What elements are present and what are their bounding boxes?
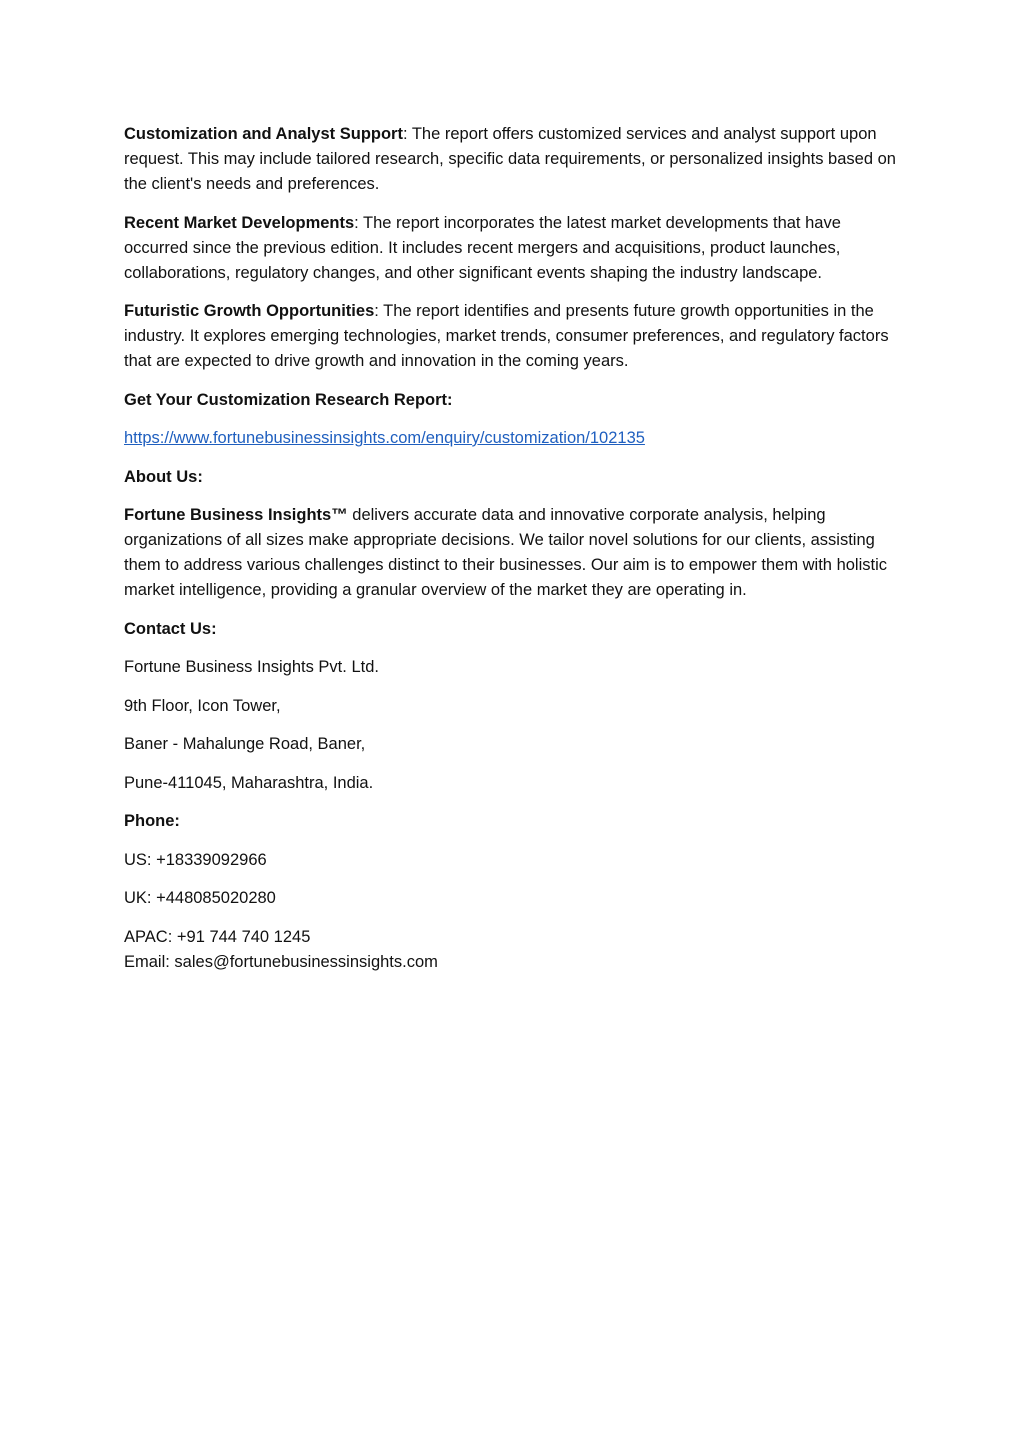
contact-email: Email: sales@fortunebusinessinsights.com (124, 952, 438, 971)
recent-developments-text: : The report incorporates the latest market developments that have occurred since the previous edition. It includes recent mergers and acquisitions, product launches, collaborations, regulatory changes, and other significant events shaping the industry landscape. (124, 213, 841, 282)
contact-line-floor: 9th Floor, Icon Tower, (124, 696, 281, 715)
phone-uk: UK: +448085020280 (124, 889, 276, 907)
futuristic-growth-paragraph (124, 299, 904, 374)
contact-heading: Contact Us: (124, 619, 217, 638)
phone-us: US: +18339092966 (124, 850, 267, 869)
cta-heading: Get Your Customization Research Report: (124, 390, 453, 409)
customization-heading: Customization and Analyst Support (124, 125, 403, 143)
customization-report-link[interactable]: https://www.fortunebusinessinsights.com/enquiry/customization/102135 (124, 429, 645, 447)
phone-heading: Phone: (124, 812, 180, 830)
customization-paragraph (124, 122, 904, 197)
contact-line-city: Pune-411045, Maharashtra, India. (124, 773, 374, 792)
futuristic-growth-text: : The report identifies and presents future growth opportunities in the industry. It explores emerging technologies, market trends, consumer preferences, and regulatory factors that are expected to drive growth and innovation in the coming years. (124, 302, 889, 370)
futuristic-growth-heading: Futuristic Growth Opportunities (124, 302, 375, 320)
contact-line-company: Fortune Business Insights Pvt. Ltd. (124, 658, 379, 676)
about-text: delivers accurate data and innovative corporate analysis, helping organizations of all sizes make appropriate decisions. We tailor novel solutions for our clients, assisting them to address various challenges distinct to their businesses. Our aim is to empower them with holistic market intelligence, providing a granular overview of the market they are operating in. (124, 506, 888, 599)
about-paragraph (124, 503, 904, 603)
phone-heading-paragraph (124, 809, 904, 834)
document-page (124, 122, 904, 988)
cta-link-paragraph (124, 426, 904, 451)
recent-developments-paragraph (124, 211, 904, 286)
contact-line-road: Baner - Mahalunge Road, Baner, (124, 735, 366, 753)
about-heading: About Us: (124, 467, 203, 486)
about-company-name: Fortune Business Insights™ (124, 506, 348, 524)
recent-developments-heading: Recent Market Developments (124, 213, 355, 232)
contact-heading-paragraph (124, 617, 904, 642)
customization-text: : The report offers customized services and analyst support upon request. This may include tailored research, specific data requirements, or personalized insights based on the client's needs and preferences. (124, 125, 896, 193)
phone-apac: APAC: +91 744 740 1245 (124, 927, 311, 946)
cta-heading-paragraph (124, 388, 904, 413)
about-heading-paragraph (124, 465, 904, 490)
